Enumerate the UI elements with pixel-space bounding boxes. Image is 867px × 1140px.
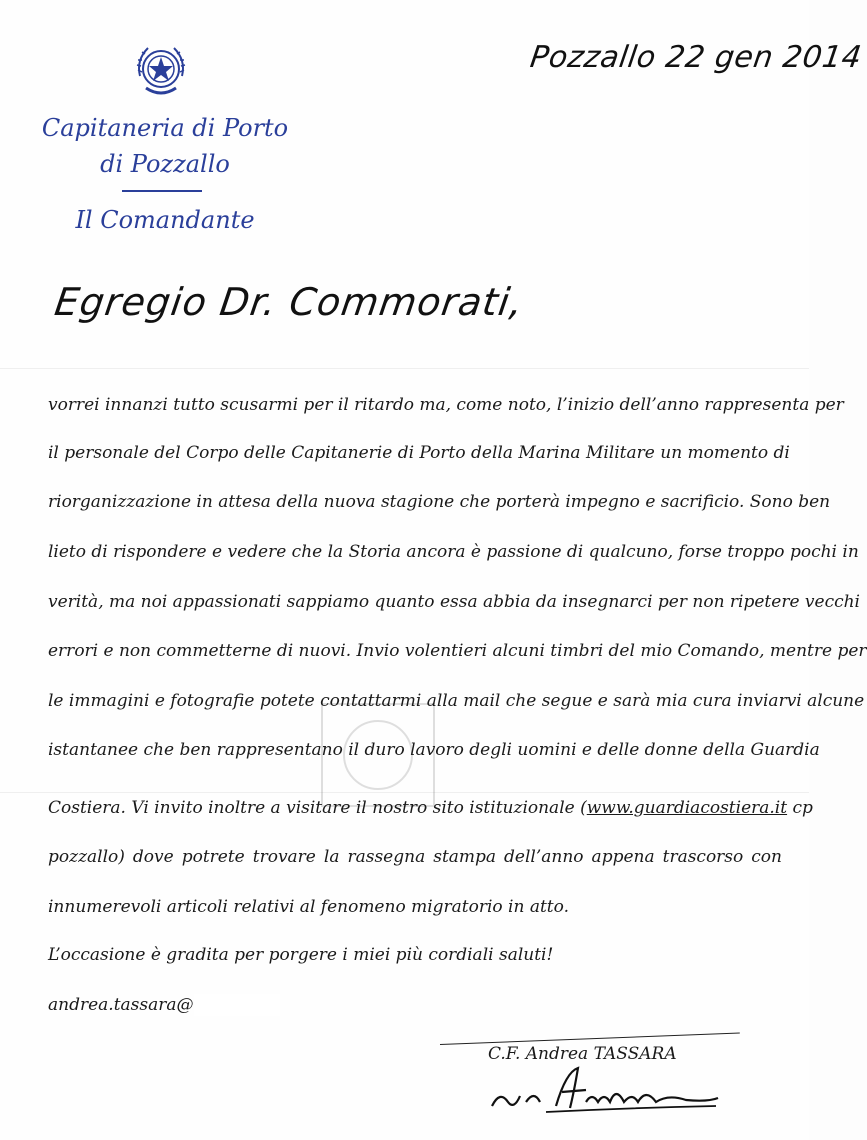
body-line-9-tail: cp	[787, 798, 813, 818]
handwritten-date: Pozzallo 22 gen 2014	[528, 40, 864, 75]
body-line-7: le immagini e fotografie potete contattarmi alla mail che segue e sarà mia cura inviarvi alcune	[48, 691, 865, 711]
signatory-name: C.F. Andrea TASSARA	[488, 1044, 677, 1064]
org-location: di Pozzallo	[100, 150, 230, 178]
body-line-10: pozzallo) dove potrete trovare la rassegna stampa dell’anno appena trascorso con	[48, 847, 782, 867]
body-line-11: innumerevoli articoli relativi al fenomeno migratorio in atto.	[48, 897, 569, 917]
italian-republic-emblem-icon	[132, 40, 190, 100]
body-line-2: il personale del Corpo delle Capitanerie di Porto della Marina Militare un momento di	[48, 443, 790, 463]
handwritten-salutation: Egregio Dr. Commorati,	[52, 280, 527, 324]
email-line	[48, 994, 782, 1016]
email-prefix: andrea.tassara@	[48, 995, 194, 1015]
body-line-9	[48, 797, 813, 819]
closing-line: L’occasione è gradita per porgere i miei più cordiali saluti!	[48, 945, 554, 965]
body-line-3: riorganizzazione in attesa della nuova stagione che porterà impegno e sacrificio. Sono ben	[48, 492, 831, 512]
email-redaction	[194, 994, 280, 1016]
role-title: Il Comandante	[75, 206, 255, 234]
website-link[interactable]: www.guardiacostiera.it	[586, 798, 788, 818]
body-line-5: verità, ma noi appassionati sappiamo quanto essa abbia da insegnarci per non ripetere vecchi	[48, 592, 860, 612]
body-line-8: istantanee che ben rappresentano il duro lavoro degli uomini e delle donne della Guardia	[48, 740, 820, 760]
body-line-4: lieto di rispondere e vedere che la Storia ancora è passione di qualcuno, forse troppo pochi in	[48, 542, 859, 562]
header-divider	[122, 190, 202, 192]
body-line-6: errori e non commetterne di nuovi. Invio volentieri alcuni timbri del mio Comando, mentre per	[48, 641, 867, 661]
body-line-1: vorrei innanzi tutto scusarmi per il ritardo ma, come noto, l’inizio dell’anno rappresenta per	[48, 395, 844, 415]
paper-fold	[0, 368, 809, 369]
body-line-9-text: Costiera. Vi invito inoltre a visitare il nostro sito istituzionale (	[48, 798, 587, 818]
org-name: Capitaneria di Porto	[41, 114, 289, 142]
handwritten-signature	[486, 1062, 726, 1118]
